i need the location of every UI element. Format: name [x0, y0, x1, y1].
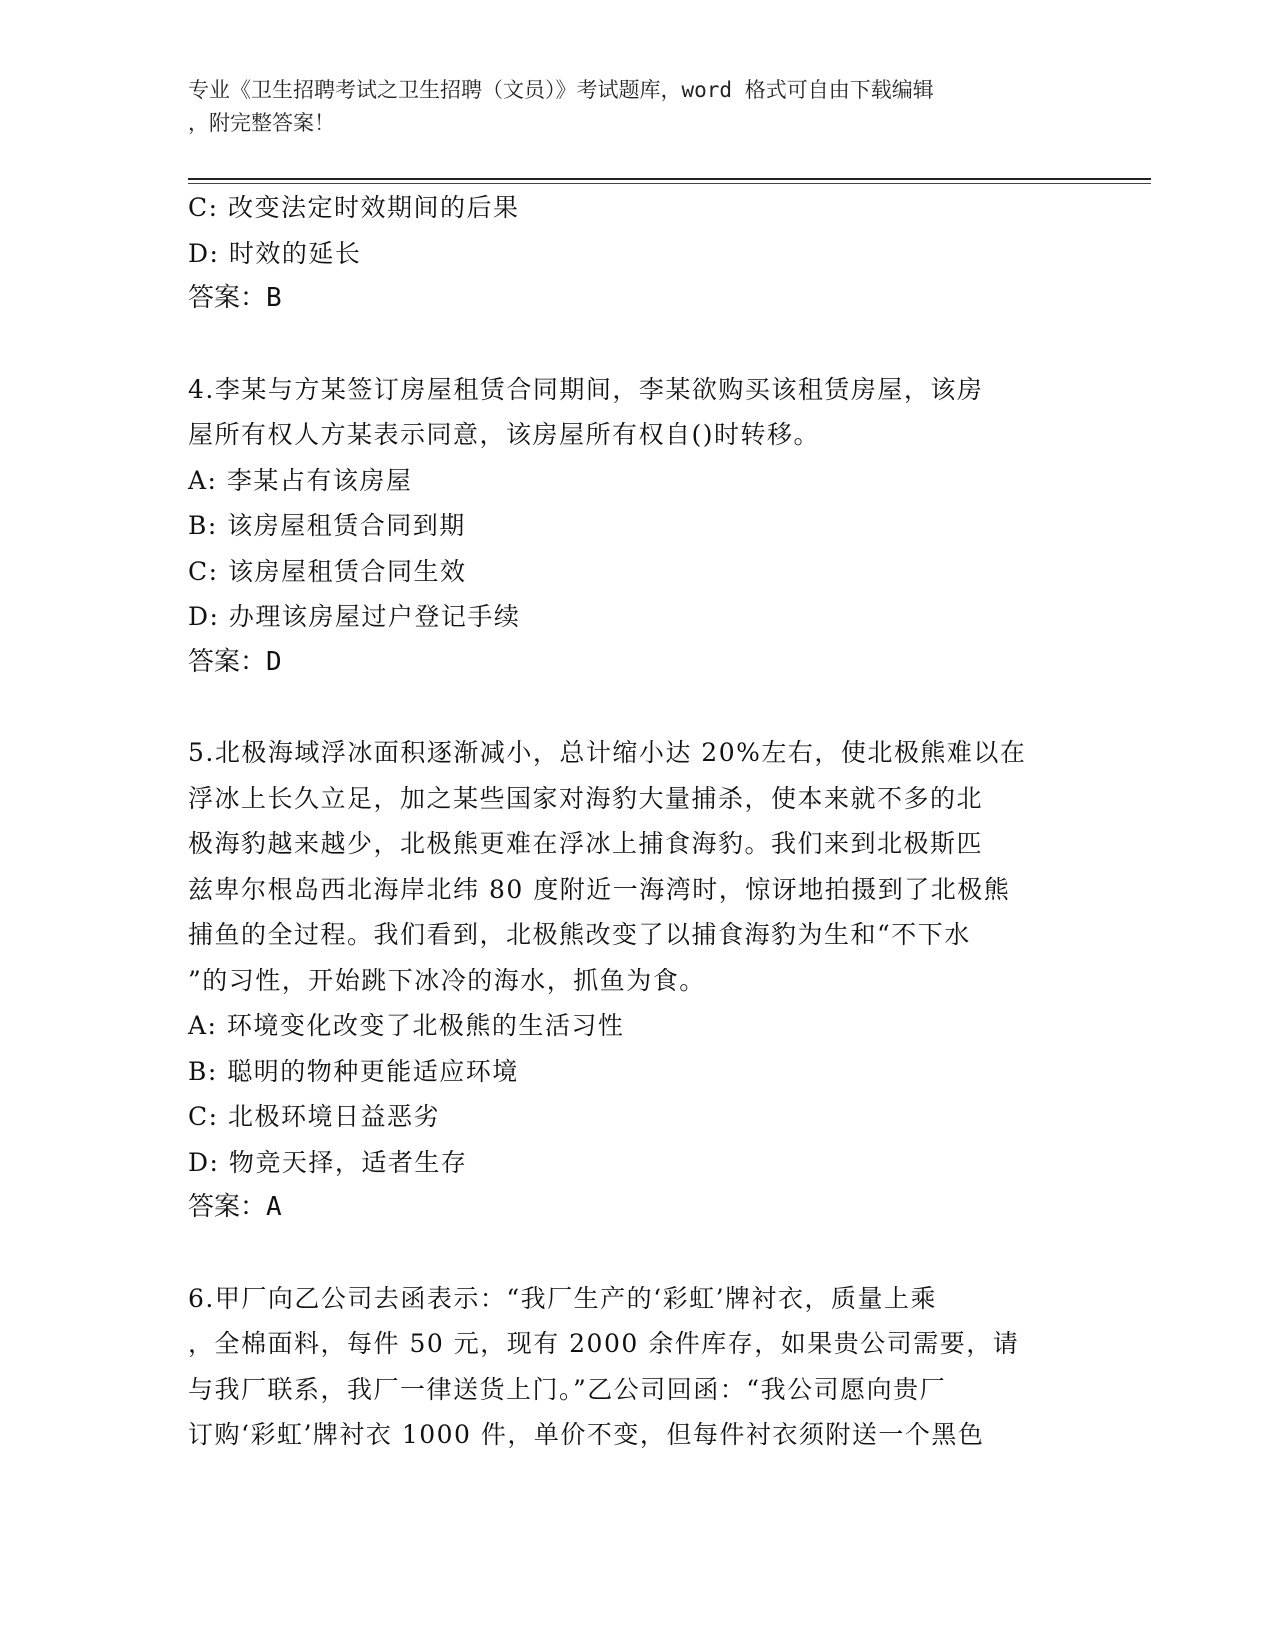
option-d: D: 时效的延长 — [188, 238, 362, 268]
option-a: A: 环境变化改变了北极熊的生活习性 — [188, 1011, 625, 1040]
question-stem-line: ，全棉面料，每件 50 元，现有 2000 余件库存，如果贵公司需要，请 — [188, 1329, 1020, 1358]
option-a: A: 李某占有该房屋 — [188, 465, 413, 495]
answer-label: 答案：A — [188, 1192, 282, 1222]
option-d: D: 物竞天择，适者生存 — [188, 1147, 468, 1177]
question-content — [188, 185, 1088, 1458]
question-stem-line: 兹卑尔根岛西北海岸北纬 80 度附近一海湾时，惊讶地拍摄到了北极熊 — [188, 874, 1011, 904]
question-6 — [188, 1276, 1088, 1458]
question-3-tail — [188, 185, 1088, 322]
question-stem-line: 与我厂联系，我厂一律送货上门。”乙公司回函：“我公司愿向贵厂 — [188, 1374, 947, 1404]
option-d: D: 办理该房屋过户登记手续 — [188, 602, 521, 631]
option-c: C: 改变法定时效期间的后果 — [188, 193, 520, 222]
question-stem-line: 订购‘彩虹’牌衬衣 1000 件，单价不变，但每件衬衣须附送一个黑色 — [188, 1420, 985, 1449]
header-divider — [188, 178, 1151, 180]
answer-label: 答案：D — [188, 646, 282, 677]
header-line-1: 专业《卫生招聘考试之卫生招聘（文员）》考试题库，word 格式可自由下载编辑 — [188, 78, 934, 102]
header-divider-thin — [188, 183, 1151, 184]
question-stem-line: 极海豹越来越少，北极熊更难在浮冰上捕食海豹。我们来到北极斯匹 — [188, 829, 984, 858]
question-5 — [188, 730, 1088, 1231]
option-c: C: 该房屋租赁合同生效 — [188, 556, 467, 586]
option-c: C: 北极环境日益恶劣 — [188, 1102, 440, 1131]
header-line-2: ，附完整答案！ — [188, 111, 335, 135]
question-stem-line: 4.李某与方某签订房屋租赁合同期间，李某欲购买该租赁房屋，该房 — [188, 374, 984, 404]
question-stem-line: 浮冰上长久立足，加之某些国家对海豹大量捕杀，使本来就不多的北 — [188, 783, 984, 813]
question-stem-line: 捕鱼的全过程。我们看到，北极熊改变了以捕食海豹为生和“不下水 — [188, 920, 971, 949]
question-stem-line: 6.甲厂向乙公司去函表示：“我厂生产的‘彩虹’牌衬衣，质量上乘 — [188, 1283, 938, 1313]
question-stem-line: 5.北极海域浮冰面积逐渐减小，总计缩小达 20%左右，使北极熊难以在 — [188, 738, 1027, 767]
option-b: B: 聪明的物种更能适应环境 — [188, 1056, 519, 1086]
document-header — [188, 74, 1068, 140]
option-b: B: 该房屋租赁合同到期 — [188, 511, 466, 540]
question-stem-line: ”的习性，开始跳下冰冷的海水，抓鱼为食。 — [188, 965, 706, 995]
question-stem-line: 屋所有权人方某表示同意，该房屋所有权自()时转移。 — [188, 420, 821, 449]
question-4 — [188, 367, 1088, 686]
answer-label: 答案：B — [188, 283, 282, 313]
